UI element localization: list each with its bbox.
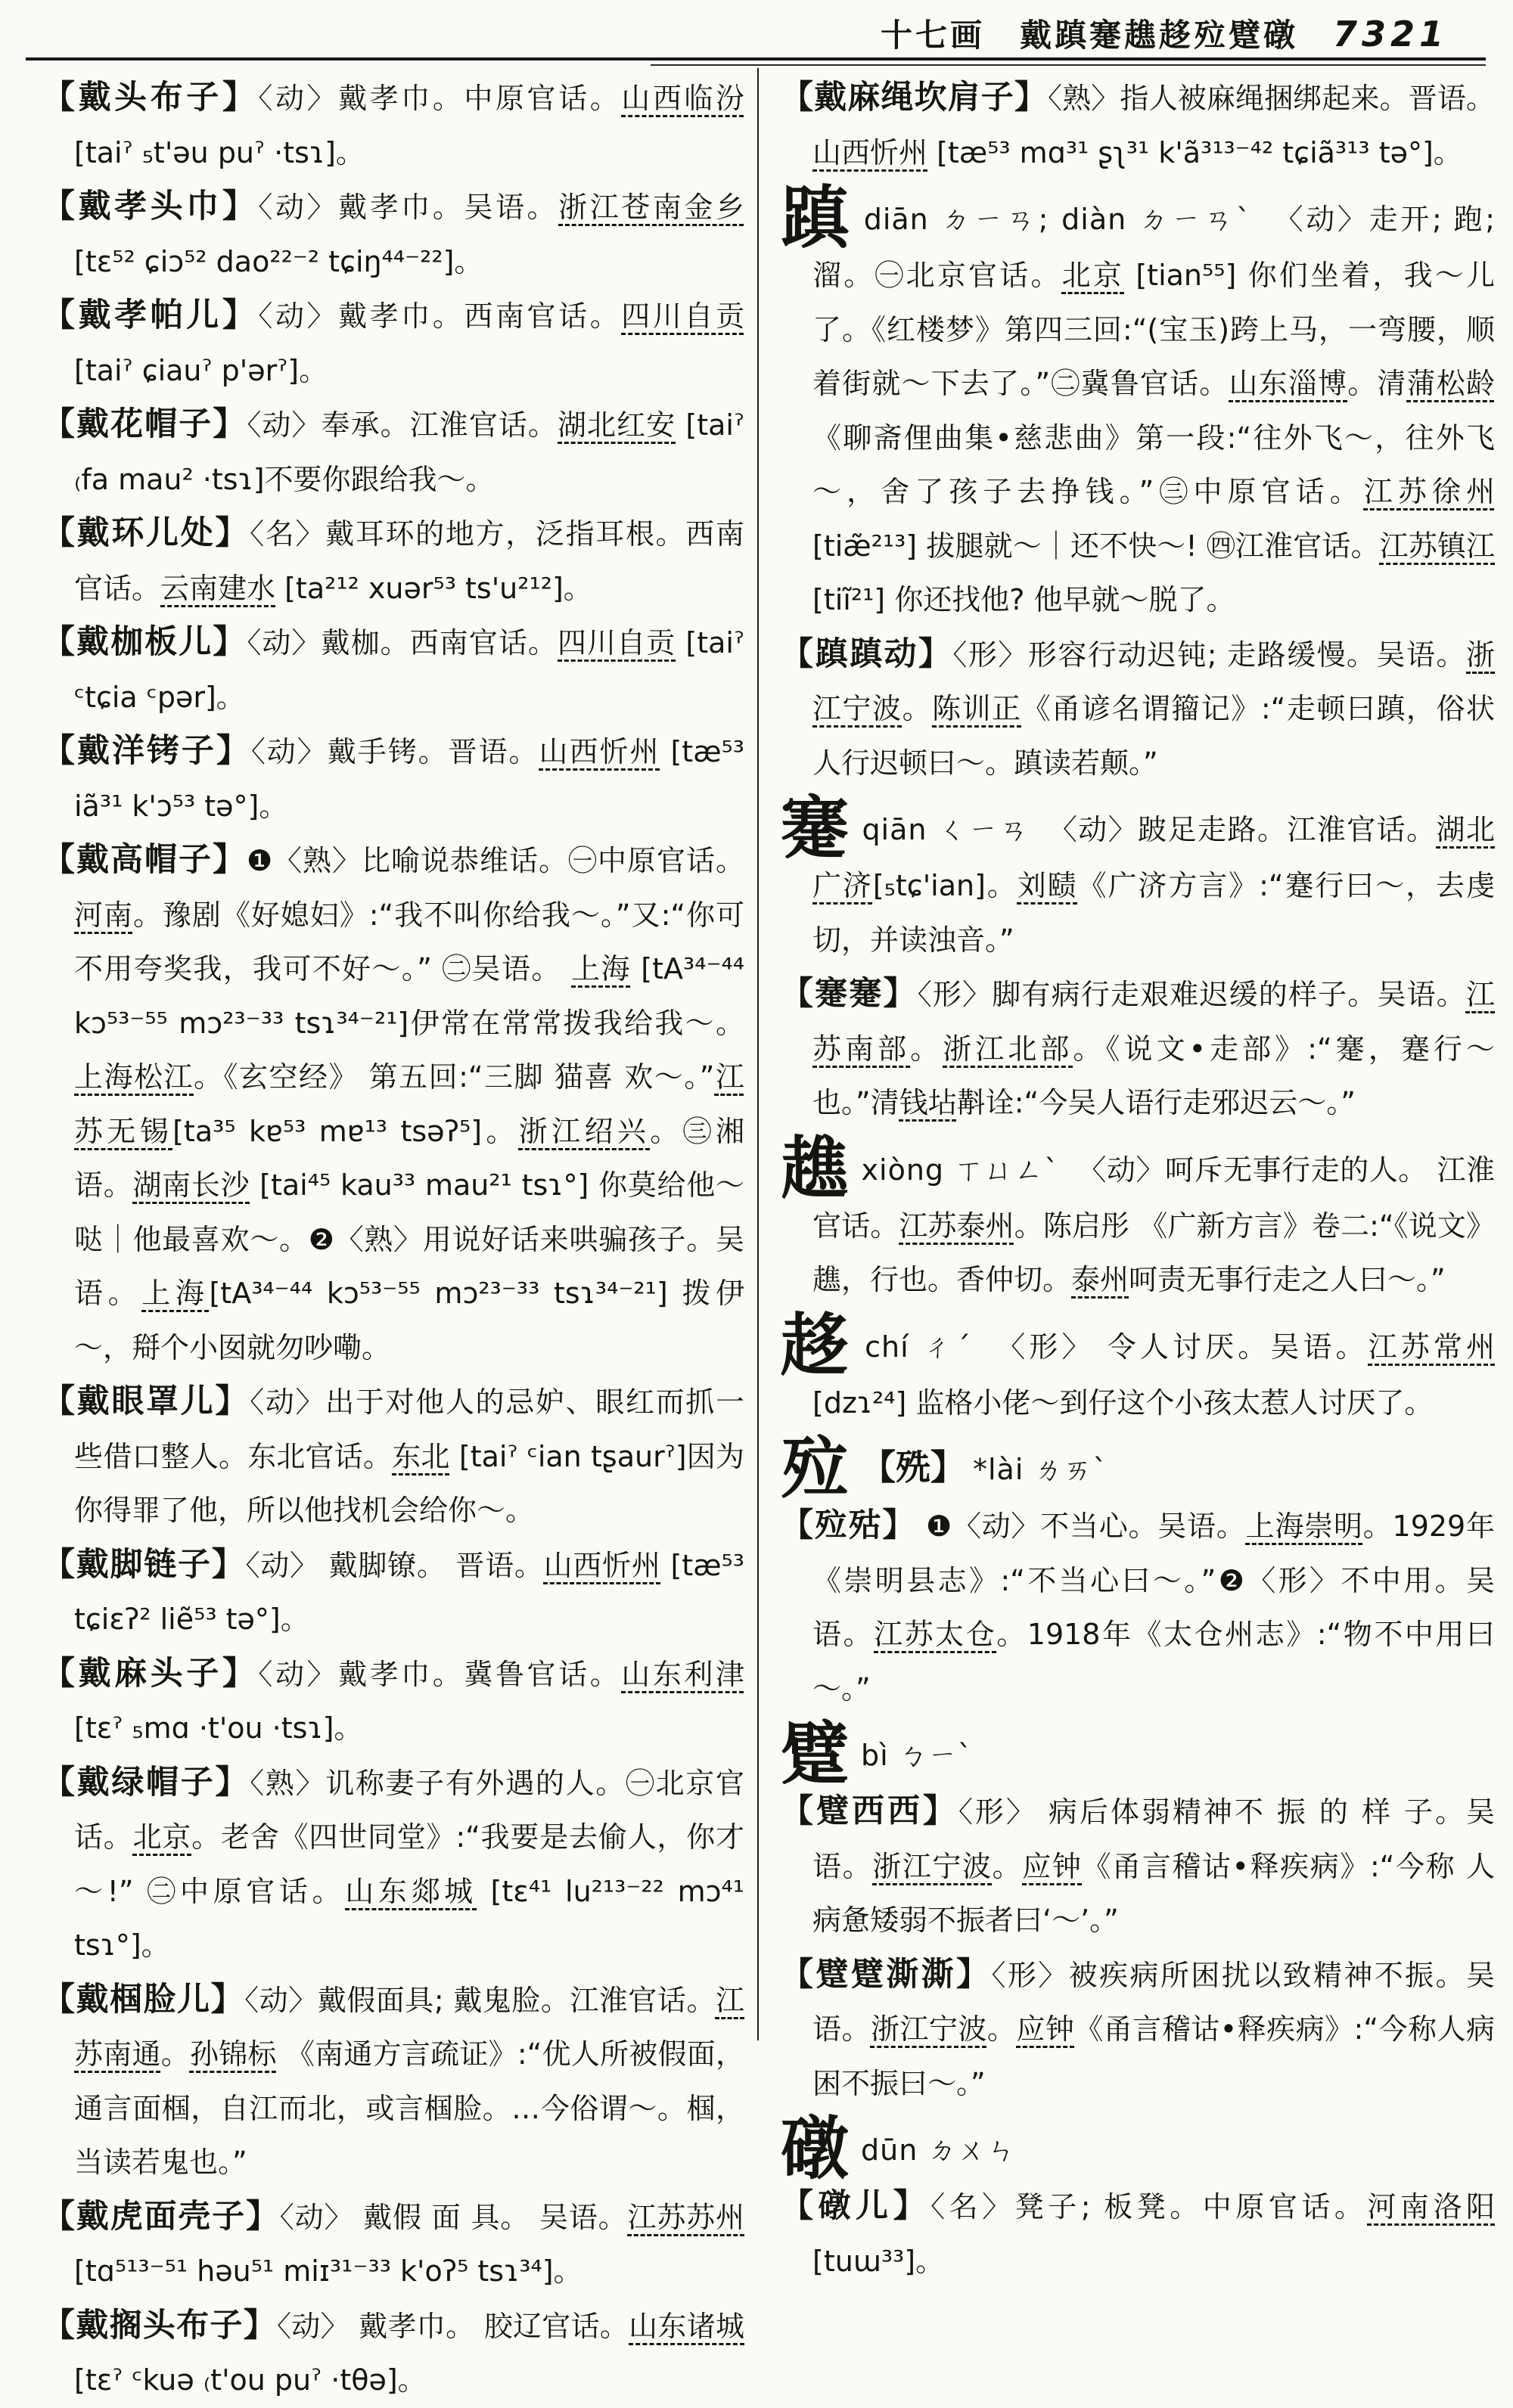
headword-character: 蹎 xyxy=(781,178,852,258)
dictionary-entry xyxy=(42,1756,744,1973)
dictionary-entry xyxy=(42,289,744,398)
entry-text: 《甬言稽诂•释疾病》:“今称 人 病惫矮弱不振者曰‘～’。” xyxy=(812,1849,1495,1937)
entry-text: 〈名〉戴耳环的地方，泛指耳根。西南官话。 xyxy=(74,517,744,605)
dictionary-entry xyxy=(781,1948,1495,2112)
proper-noun: 江苏南通 xyxy=(74,1983,744,2071)
proper-noun: 上海松江 xyxy=(74,1060,194,1094)
entry-headword: 【躄躄澌澌】 xyxy=(781,1955,992,1994)
pronunciation: xiòng ㄒㄩㄥˋ xyxy=(861,1153,1070,1187)
header-rule-secondary xyxy=(651,64,1486,66)
character-section-entry xyxy=(781,788,1495,967)
proper-noun: 浙江北部 xyxy=(943,1032,1073,1066)
entry-text: [taiˀ ᶜtɕia ᶜpər]。 xyxy=(74,626,744,714)
entry-text: 〈形〉 令人讨厌。吴语。 xyxy=(996,1330,1369,1364)
entry-text: 〈动〉出于对他人的忌妒、眼红而抓一些借口整人。东北官话。 xyxy=(74,1386,744,1473)
entry-text: 〈形〉被疾病所困扰以致精神不振。吴语。 xyxy=(812,1958,1495,2046)
entry-text: [tɑ⁵¹³⁻⁵¹ həu⁵¹ miɪ³¹⁻³³ k'oʔ⁵ tsɿ³⁴]。 xyxy=(74,2254,583,2288)
proper-noun: 山西忻州 xyxy=(543,1548,661,1582)
proper-noun: 河南洛阳 xyxy=(1367,2190,1495,2223)
entry-text: 《南通方言疏证》:“优人所被假面，通言面椢，自江而北，或言椢脸。…今俗谓～。椢，当读若鬼也。” xyxy=(74,2037,744,2179)
entry-headword: 【戴麻绳坎肩子】 xyxy=(781,79,1049,116)
headword-character: 躄 xyxy=(781,1714,849,1794)
proper-noun: 江苏泰州 xyxy=(899,1209,1014,1243)
entry-text: [tɛ⁵² ɕiɔ⁵² dao²²⁻² tɕiŋ⁴⁴⁻²²]。 xyxy=(74,244,483,278)
entry-text: [tA³⁴⁻⁴⁴ kɔ⁵³⁻⁵⁵ mɔ²³⁻³³ tsɿ³⁴⁻²¹]伊常在常常拨我给我～。 xyxy=(74,952,744,1040)
entry-headword: 【戴椢脸儿】 xyxy=(42,1980,245,2019)
proper-noun: 江苏苏州 xyxy=(627,2200,744,2234)
entry-text: 〈动〉走开; 跑; 溜。㊀北京官话。 xyxy=(812,203,1496,292)
entry-text: 〈动〉戴孝巾。冀鲁官话。 xyxy=(258,1657,622,1691)
entry-text: 。㊂湘语。 xyxy=(74,1114,744,1202)
dictionary-entry xyxy=(42,2190,744,2299)
proper-noun: 浙江苍南金乡 xyxy=(558,191,744,224)
proper-noun: 江苏太仓 xyxy=(874,1618,997,1651)
proper-noun: 山东诸城 xyxy=(629,2309,744,2343)
entry-text: 〈形〉形容行动迟钝; 走路缓慢。吴语。 xyxy=(952,638,1466,672)
proper-noun: 山东利津 xyxy=(621,1657,744,1691)
proper-noun: 陈训正 xyxy=(932,692,1022,725)
entry-text: [tA³⁴⁻⁴⁴ kɔ⁵³⁻⁵⁵ mɔ²³⁻³³ tsɿ³⁴⁻²¹] 拨伊～，搿个小囡就勿吵嘞。 xyxy=(74,1277,744,1364)
proper-noun: 江苏镇江 xyxy=(1379,529,1495,563)
dictionary-entry xyxy=(781,71,1495,180)
dictionary-entry xyxy=(42,180,744,289)
proper-noun: 江苏常州 xyxy=(1368,1330,1495,1364)
entry-text: 〈形〉脚有病行走艰难迟缓的样子。吴语。 xyxy=(917,978,1466,1011)
entry-text: [taiˀ ₍fa mau² ·tsɿ]不要你跟给我～。 xyxy=(74,408,744,496)
dictionary-entry xyxy=(42,833,744,1375)
entry-text: [taiˀ ₅t'əu puˀ ·tsɿ]。 xyxy=(74,135,365,169)
entry-text: 〈名〉凳子; 板凳。中原官话。 xyxy=(930,2190,1368,2223)
headword-character: 礅 xyxy=(781,2109,849,2189)
proper-noun: 山西忻州 xyxy=(539,735,660,768)
proper-noun: 蒲松龄 xyxy=(1406,367,1495,400)
headword-character: 㱞 xyxy=(781,1428,849,1508)
entry-headword: 【戴搁头布子】 xyxy=(42,2306,277,2344)
pronunciation: diān ㄉㄧㄢ; diàn ㄉㄧㄢˋ xyxy=(863,203,1267,236)
proper-noun: 四川自贡 xyxy=(621,299,744,333)
running-head-characters: 戴蹎䞿趭趍㱞躄礅 xyxy=(1019,17,1298,54)
entry-text: [ta²¹² xuər⁵³ ts'u²¹²]。 xyxy=(275,571,592,605)
entry-text: [taiˀ ᶜian tʂaurˀ]因为你得罪了他，所以他找机会给你～。 xyxy=(74,1439,744,1527)
entry-text: 。清 xyxy=(1347,367,1407,400)
entry-text: 〈动〉戴孝巾。中原官话。 xyxy=(258,82,622,115)
dictionary-entry xyxy=(42,398,744,507)
proper-noun: 浙江宁波 xyxy=(872,1849,993,1883)
entry-headword: 【躄西西】 xyxy=(781,1792,958,1830)
entry-text: 。陈启彤 《广新方言》卷二:“《说文》趭，行也。香仲切。 xyxy=(812,1209,1495,1296)
dictionary-entry xyxy=(42,71,744,180)
entry-text: 〈动〉戴手铐。晋语。 xyxy=(250,735,539,768)
dictionary-entry xyxy=(781,1785,1495,1948)
proper-noun: 浙江宁波 xyxy=(812,638,1496,725)
entry-headword: 【戴麻头子】 xyxy=(42,1654,259,1693)
entry-text: 《聊斋俚曲集•慈悲曲》第一段:“往外飞～，往外飞～，舍了孩子去挣钱。”㊂中原官话。 xyxy=(812,420,1495,508)
entry-text: 〈动〉戴孝巾。吴语。 xyxy=(258,191,559,224)
proper-noun: 山西忻州 xyxy=(812,135,928,169)
proper-noun: 上海崇明 xyxy=(1245,1510,1363,1543)
entry-text: 。1929年《崇明县志》:“不当心曰～。”❷〈形〉不中用。吴语。 xyxy=(812,1510,1495,1651)
traditional-form: 【㱡】 xyxy=(861,1447,965,1488)
headword-character: 趍 xyxy=(781,1305,853,1386)
proper-noun: 钱坫 xyxy=(899,1086,957,1119)
entry-headword: 【戴花帽子】 xyxy=(42,405,247,443)
proper-noun: 山东郯城 xyxy=(345,1874,477,1908)
dictionary-entry xyxy=(42,1973,744,2190)
proper-noun: 江苏南部 xyxy=(812,978,1495,1066)
right-column xyxy=(781,71,1495,2289)
character-section-entry xyxy=(781,178,1496,628)
running-head xyxy=(0,11,1448,53)
entry-headword: 【蹎蹎动】 xyxy=(781,635,953,673)
entry-text: 〈形〉 病后体弱精神不 振 的 样 子。吴语。 xyxy=(812,1795,1495,1883)
proper-noun: 湖南长沙 xyxy=(132,1168,250,1202)
proper-noun: 东北 xyxy=(392,1439,450,1473)
entry-text: 。 xyxy=(910,1032,943,1066)
entry-text: [dzɿ²⁴] 监格小佬～到仔这个小孩太惹人讨厌了。 xyxy=(812,1386,1434,1420)
entry-text: 。豫剧《好媳妇》:“我不叫你给我～。”又:“你可不用夸奖我，我可不好～。” ㊁吴语。 xyxy=(74,898,744,985)
dictionary-entry xyxy=(42,1538,744,1647)
entry-text: [tai⁴⁵ kau³³ mau²¹ tsɿ°] 你莫给他～哒｜他最喜欢～。❷〈熟〉用说好话来哄骗孩子。吴语。 xyxy=(74,1168,744,1310)
character-section-entry xyxy=(781,1714,1495,1794)
entry-text: 〈动〉戴假面具; 戴鬼脸。江淮官话。 xyxy=(244,1983,716,2017)
entry-text: 。 xyxy=(986,2012,1017,2046)
dictionary-entry xyxy=(781,628,1495,791)
entry-headword: 【戴头布子】 xyxy=(42,79,259,116)
entry-text: 〈动〉 戴脚镣。 晋语。 xyxy=(245,1548,544,1582)
headword-character: 䞿 xyxy=(781,788,850,868)
entry-text: 。1918年《太仓州志》:“物不中用曰～。” xyxy=(812,1618,1495,1705)
entry-text: 。老舍《四世同堂》:“我要是去偷人，你才～!” ㊁中原官话。 xyxy=(74,1820,744,1908)
entry-headword: 【㱞㱠】 xyxy=(781,1507,917,1544)
entry-text: 《广济方言》:“蹇行曰～，去虔切，并读浊音。” xyxy=(812,869,1495,957)
entry-text: ❶〈熟〉比喻说恭维话。㊀中原官话。 xyxy=(246,844,744,877)
page-number: 7321 xyxy=(1332,14,1448,54)
entry-headword: 【戴枷板儿】 xyxy=(42,623,247,661)
entry-headword: 【戴高帽子】 xyxy=(42,841,247,879)
pronunciation: qiān ㄑㄧㄢ xyxy=(862,813,1041,846)
entry-headword: 【戴虎面壳子】 xyxy=(42,2197,280,2236)
pronunciation: dūn ㄉㄨㄣ xyxy=(861,2133,1017,2167)
proper-noun: 北京 xyxy=(1061,259,1125,292)
entry-text: 。 xyxy=(160,2037,190,2071)
proper-noun: 湖北红安 xyxy=(558,408,676,442)
entry-text: 斠诠:“今吴人语行走邪迟云～。” xyxy=(956,1086,1356,1119)
entry-text: [tian⁵⁵] 你们坐着，我～儿了。《红楼梦》第四三回:“(宝玉)跨上马，一弯腰，顺着街就～下去了。”㊁冀鲁官话。 xyxy=(812,259,1495,400)
entry-headword: 【戴孝帕儿】 xyxy=(42,296,259,334)
pronunciation: *lài ㄌㄞˋ xyxy=(973,1453,1108,1486)
entry-text: 〈动〉跛足走路。江淮官话。 xyxy=(1048,813,1437,846)
left-column xyxy=(42,71,744,2408)
proper-noun: 刘赜 xyxy=(1017,869,1078,902)
proper-noun: 江苏徐州 xyxy=(1363,475,1495,508)
dictionary-entry xyxy=(781,2180,1495,2289)
entry-text: 《甬言稽诂•释疾病》:“今称人病困不振曰～。” xyxy=(812,2012,1495,2100)
proper-noun: 应钟 xyxy=(1016,2012,1075,2046)
entry-text: [tiĩ²¹] 你还找他? 他早就～脱了。 xyxy=(812,583,1235,616)
entry-headword: 【戴环儿处】 xyxy=(42,514,250,552)
entry-text: 。《说文•走部》:“䞿，蹇行～也。”清 xyxy=(812,1032,1495,1119)
entry-text: [tɛˀ ₅mɑ ·t'ou ·tsɿ]。 xyxy=(74,1711,363,1745)
character-section-entry xyxy=(781,1305,1495,1431)
entry-text: 。《玄空经》 第五回:“三脚 猫喜 欢～。” xyxy=(194,1060,715,1094)
proper-noun: 上海 xyxy=(141,1277,210,1310)
entry-text: [tiæ̃²¹³] 拔腿就～｜还不快～! ㊃江淮官话。 xyxy=(812,529,1380,563)
pronunciation: bì ㄅㄧˋ xyxy=(861,1739,973,1772)
dictionary-entry xyxy=(42,2299,744,2408)
entry-text: ❶〈动〉不当心。吴语。 xyxy=(916,1510,1246,1543)
proper-noun: 孙锦标 xyxy=(189,2037,277,2071)
dictionary-entry xyxy=(781,1499,1495,1716)
character-section-entry xyxy=(781,2109,1495,2189)
dictionary-entry xyxy=(42,725,744,833)
dictionary-entry xyxy=(781,967,1495,1131)
entry-headword: 【戴脚链子】 xyxy=(42,1545,246,1584)
dictionary-entry xyxy=(42,1375,744,1538)
stroke-count-label: 十七画 xyxy=(880,17,985,54)
entry-text: [ta³⁵ kɐ⁵³ mɐ¹³ tsəʔ⁵]。 xyxy=(172,1114,519,1148)
entry-text: [tæ⁵³ iã³¹ k'ɔ⁵³ tə°]。 xyxy=(74,735,744,823)
column-divider xyxy=(757,68,759,2040)
proper-noun: 北京 xyxy=(132,1820,192,1854)
entry-text: 〈动〉 戴假 面 具。 吴语。 xyxy=(279,2200,628,2234)
entry-headword: 【䞿䞿】 xyxy=(781,975,918,1013)
entry-headword: 【戴绿帽子】 xyxy=(42,1763,250,1801)
entry-headword: 【礅儿】 xyxy=(781,2187,931,2225)
entry-text: 呵责无事行走之人曰～。” xyxy=(1129,1263,1446,1296)
entry-text: 〈熟〉讥称妻子有外遇的人。㊀北京官话。 xyxy=(74,1766,744,1854)
headword-character: 趭 xyxy=(781,1128,850,1209)
proper-noun: 泰州 xyxy=(1071,1263,1129,1296)
proper-noun: 上海 xyxy=(571,952,631,985)
entry-text: [₅tɕ'ian]。 xyxy=(872,869,1017,902)
proper-noun: 浙江宁波 xyxy=(870,2012,987,2046)
entry-text: 〈动〉 戴孝巾。 胶辽官话。 xyxy=(277,2309,629,2343)
entry-text: 〈动〉戴孝巾。西南官话。 xyxy=(258,299,622,333)
dictionary-entry xyxy=(42,616,744,725)
entry-headword: 【戴眼罩儿】 xyxy=(42,1382,250,1420)
entry-text: [tɛ⁴¹ lu²¹³⁻²² mɔ⁴¹ tsɿ°]。 xyxy=(74,1874,744,1962)
entry-text: [tæ⁵³ mɑ³¹ ʂʅ³¹ k'ã³¹³⁻⁴² tɕiã³¹³ tə°]。 xyxy=(927,135,1462,169)
proper-noun: 山西临汾 xyxy=(621,82,744,115)
entry-text: 〈动〉戴枷。西南官话。 xyxy=(247,626,558,659)
entry-text: [taiˀ ɕiauˀ p'ərˀ]。 xyxy=(74,353,328,387)
proper-noun: 云南建水 xyxy=(160,571,276,605)
proper-noun: 湖北广济 xyxy=(812,813,1495,902)
entry-text: [tæ⁵³ tɕiɛʔ² liẽ⁵³ tə°]。 xyxy=(74,1548,744,1636)
pronunciation: chí ㄔˊ xyxy=(865,1330,990,1364)
entry-text: 〈动〉呵斥无事行走的人。 江淮官话。 xyxy=(812,1153,1495,1243)
entry-text: [tɛˀ ᶜkuə ₍t'ou puˀ ·tθə]。 xyxy=(74,2363,427,2397)
entry-text: 。 xyxy=(902,692,933,725)
proper-noun: 山东淄博 xyxy=(1229,367,1348,400)
proper-noun: 河南 xyxy=(74,898,133,932)
proper-noun: 四川自贡 xyxy=(558,626,676,659)
proper-noun: 江苏无锡 xyxy=(74,1060,744,1148)
entry-headword: 【戴孝头巾】 xyxy=(42,188,259,225)
entry-text: 〈动〉奉承。江淮官话。 xyxy=(247,408,558,442)
dictionary-entry xyxy=(42,1647,744,1756)
character-section-entry xyxy=(781,1128,1495,1308)
entry-text: 。 xyxy=(992,1849,1023,1883)
character-section-entry xyxy=(781,1428,1495,1508)
dictionary-entry xyxy=(42,507,744,616)
header-rule xyxy=(26,57,1486,61)
proper-noun: 浙江绍兴 xyxy=(518,1114,651,1148)
entry-text: 《甬谚名谓籀记》:“走顿曰蹎，俗状人行迟顿曰～。蹎读若颠。” xyxy=(812,692,1495,780)
entry-headword: 【戴洋铐子】 xyxy=(42,732,251,770)
entry-text: [tuɯ³³]。 xyxy=(812,2244,945,2278)
proper-noun: 应钟 xyxy=(1022,1849,1083,1883)
entry-text: 〈熟〉指人被麻绳捆绑起来。晋语。 xyxy=(1048,82,1495,115)
